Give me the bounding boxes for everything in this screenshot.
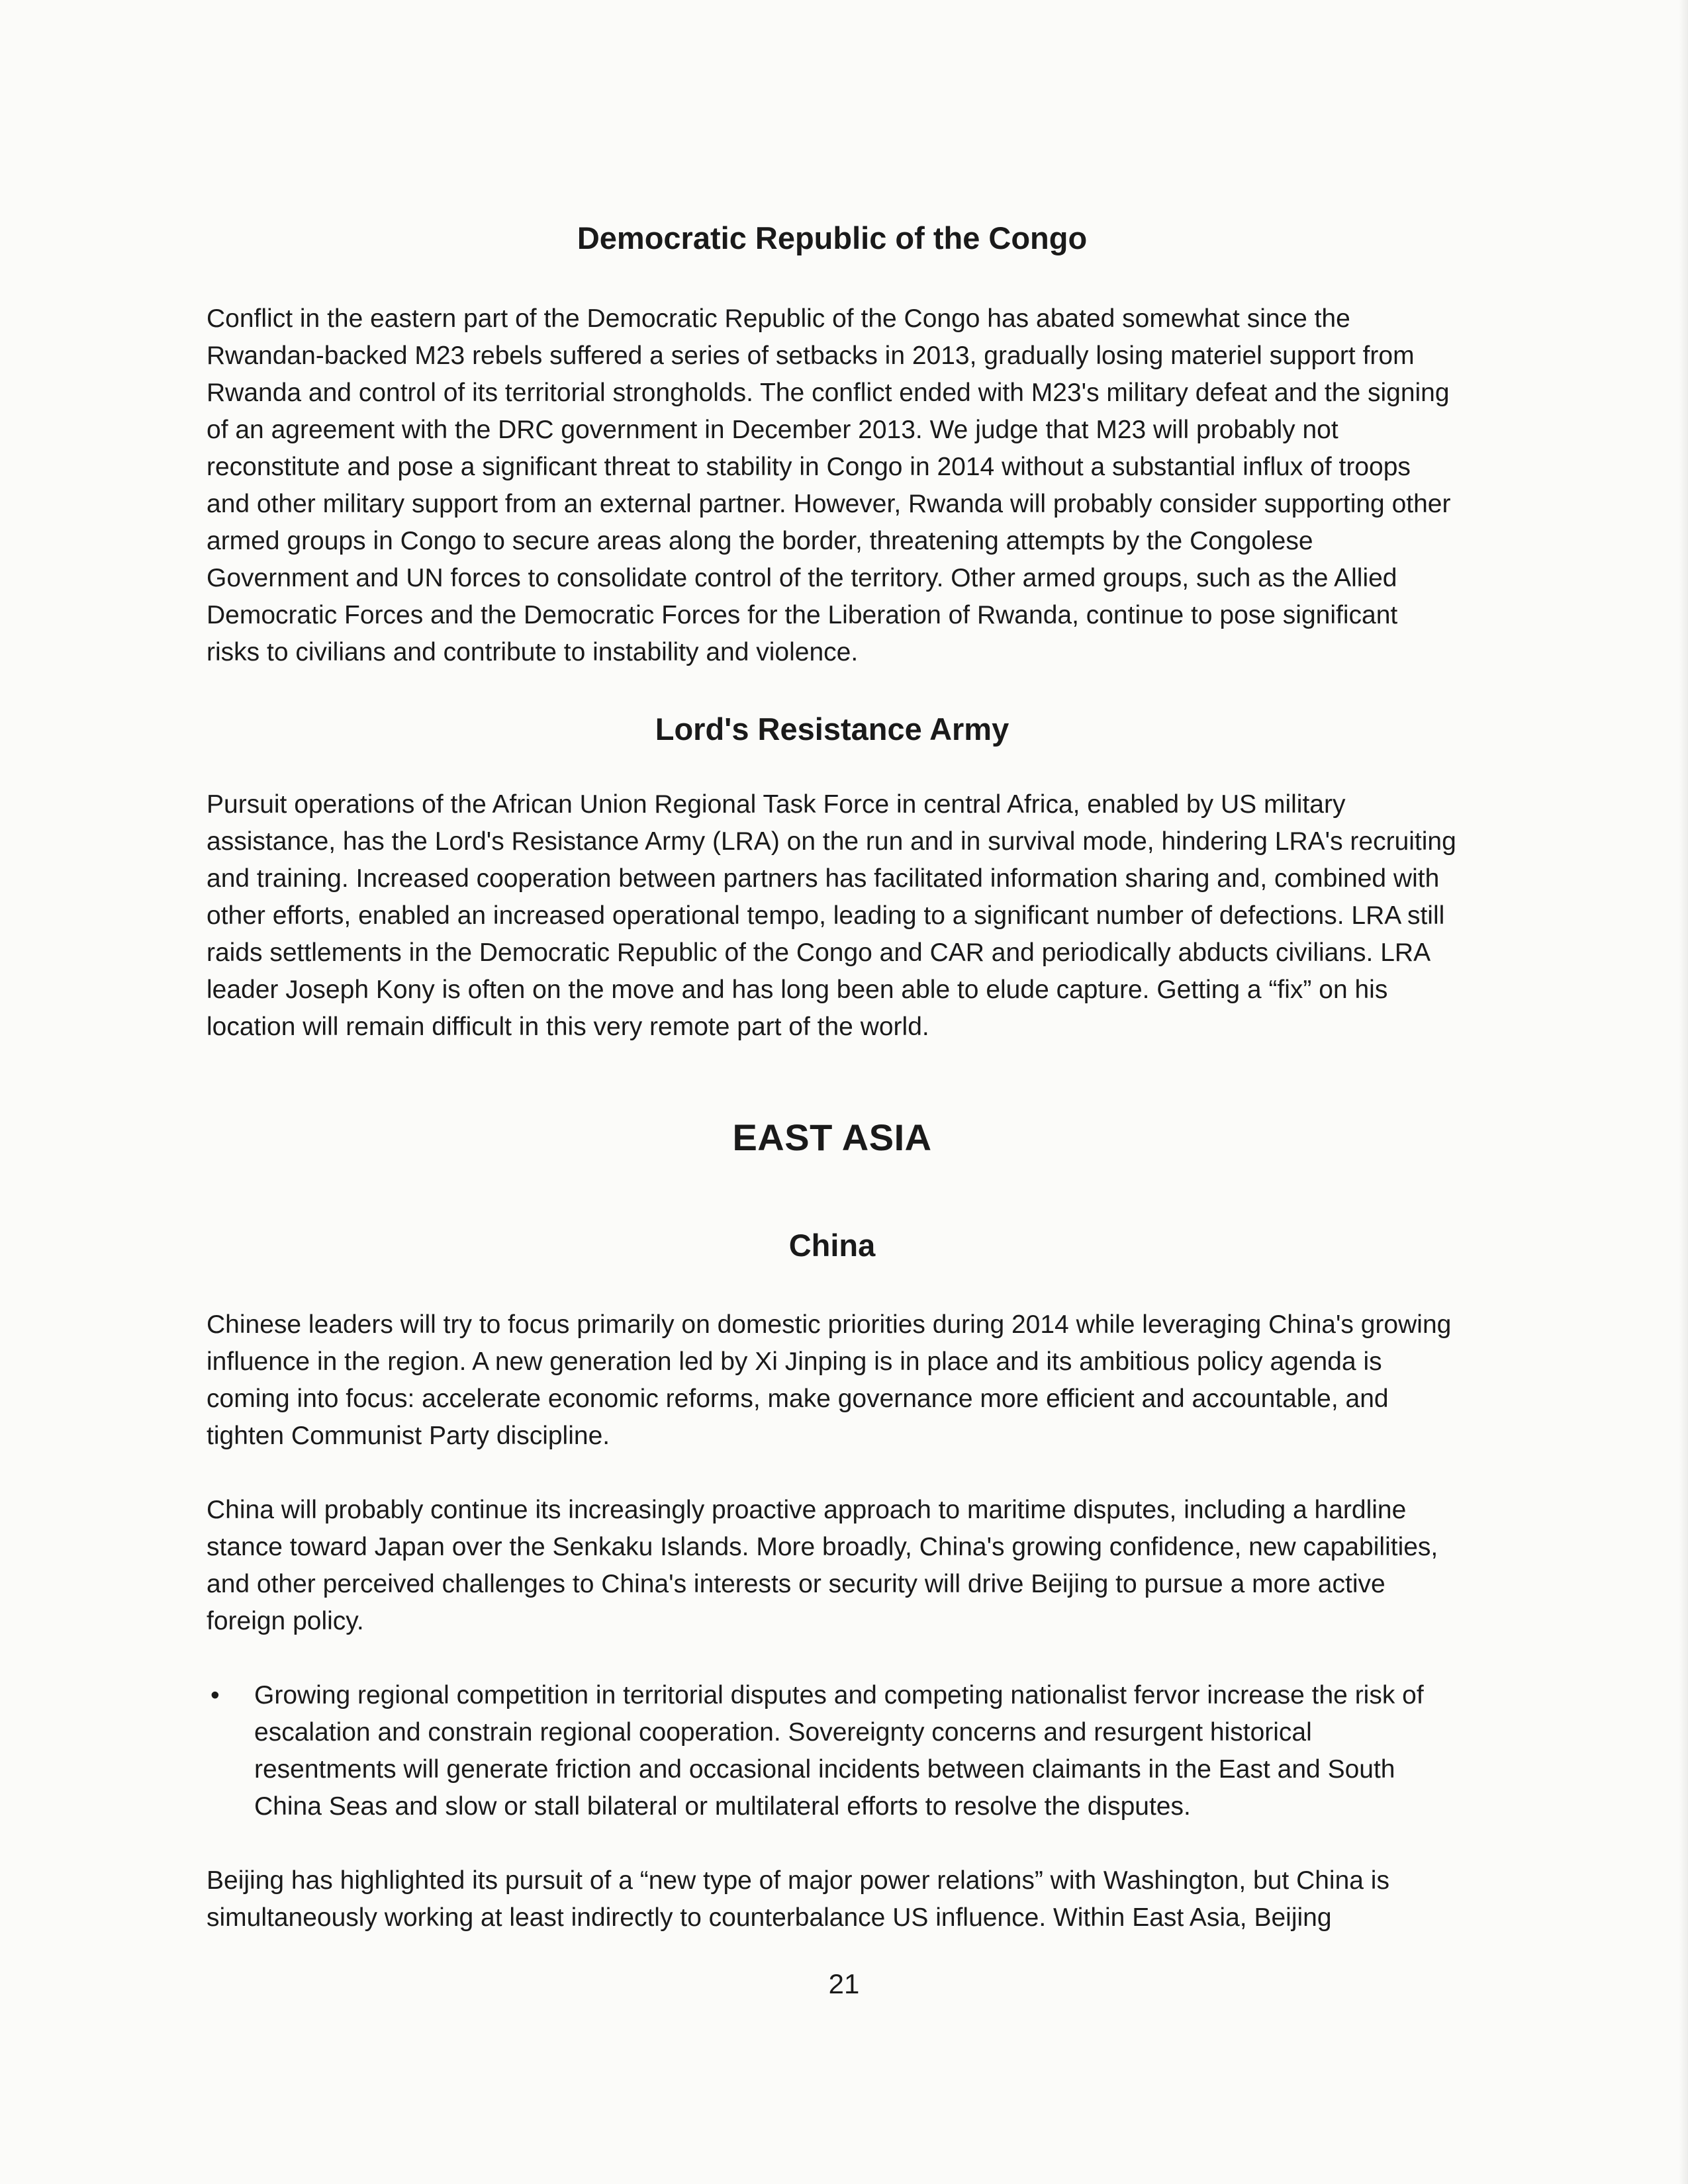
heading-drc: Democratic Republic of the Congo (577, 220, 1088, 255)
page-content (207, 218, 1458, 1936)
paragraph-china-3: Beijing has highlighted its pursuit of a “new type of major power relations” with Washington, but China is simultaneously working at least indirectly to counterbalance US influence. Within East Asia, Beijing (207, 1866, 1389, 1932)
paragraph-china-2: China will probably continue its increasingly proactive approach to maritime disputes, including a hardline stance toward Japan over the Senkaku Islands. More broadly, China's growing confidence, new capabilities, and other perceived challenges to China's interests or security will drive Beijing to pursue a more active foreign policy. (207, 1496, 1438, 1635)
paragraph-china-1: Chinese leaders will try to focus primarily on domestic priorities during 2014 while leveraging China's growing influence in the region. A new generation led by Xi Jinping is in place and its ambitious policy agenda is coming into focus: accelerate economic reforms, make governance more efficient and accountable, and tighten Communist Party discipline. (207, 1310, 1452, 1450)
bullet-text: Growing regional competition in territorial disputes and competing nationalist fervor increase the risk of escalation and constrain regional cooperation. Sovereignty concerns and resurgent historical resentments will generate friction and occasional incidents between claimants in the East and South China Seas and slow or stall bilateral or multilateral efforts to resolve the disputes. (254, 1681, 1424, 1821)
page-edge-shadow (1679, 0, 1688, 2184)
heading-china: China (788, 1228, 876, 1263)
bullet-icon: • (211, 1681, 220, 1709)
paragraph-lra: Pursuit operations of the African Union Regional Task Force in central Africa, enabled by US military assistance, has the Lord's Resistance Army (LRA) on the run and in survival mode, hindering LRA's recruiting and training. Increased cooperation between partners has facilitated information sharing and, combined with other efforts, enabled an increased operational tempo, leading to a significant number of defections. LRA still raids settlements in the Democratic Republic of the Congo and CAR and periodically abducts civilians. LRA leader Joseph Kony is often on the move and has long been able to elude capture. Getting a “fix” on his location will remain difficult in this very remote part of the world. (207, 790, 1456, 1041)
bullet-item (207, 1677, 1458, 1825)
page-number: 21 (828, 1968, 860, 1999)
heading-east-asia: EAST ASIA (732, 1116, 932, 1158)
paragraph-drc: Conflict in the eastern part of the Democratic Republic of the Congo has abated somewhat since the Rwandan-backed M23 rebels suffered a series of setbacks in 2013, gradually losing materiel support from Rwanda and control of its territorial strongholds. The conflict ended with M23's military defeat and the signing of an agreement with the DRC government in December 2013. We judge that M23 will probably not reconstitute and pose a significant threat to stability in Congo in 2014 without a substantial influx of troops and other military support from an external partner. However, Rwanda will probably consider supporting other armed groups in Congo to secure areas along the border, threatening attempts by the Congolese Government and UN forces to consolidate control of the territory. Other armed groups, such as the Allied Democratic Forces and the Democratic Forces for the Liberation of Rwanda, continue to pose significant risks to civilians and contribute to instability and violence. (207, 304, 1451, 666)
heading-lra: Lord's Resistance Army (655, 711, 1009, 747)
